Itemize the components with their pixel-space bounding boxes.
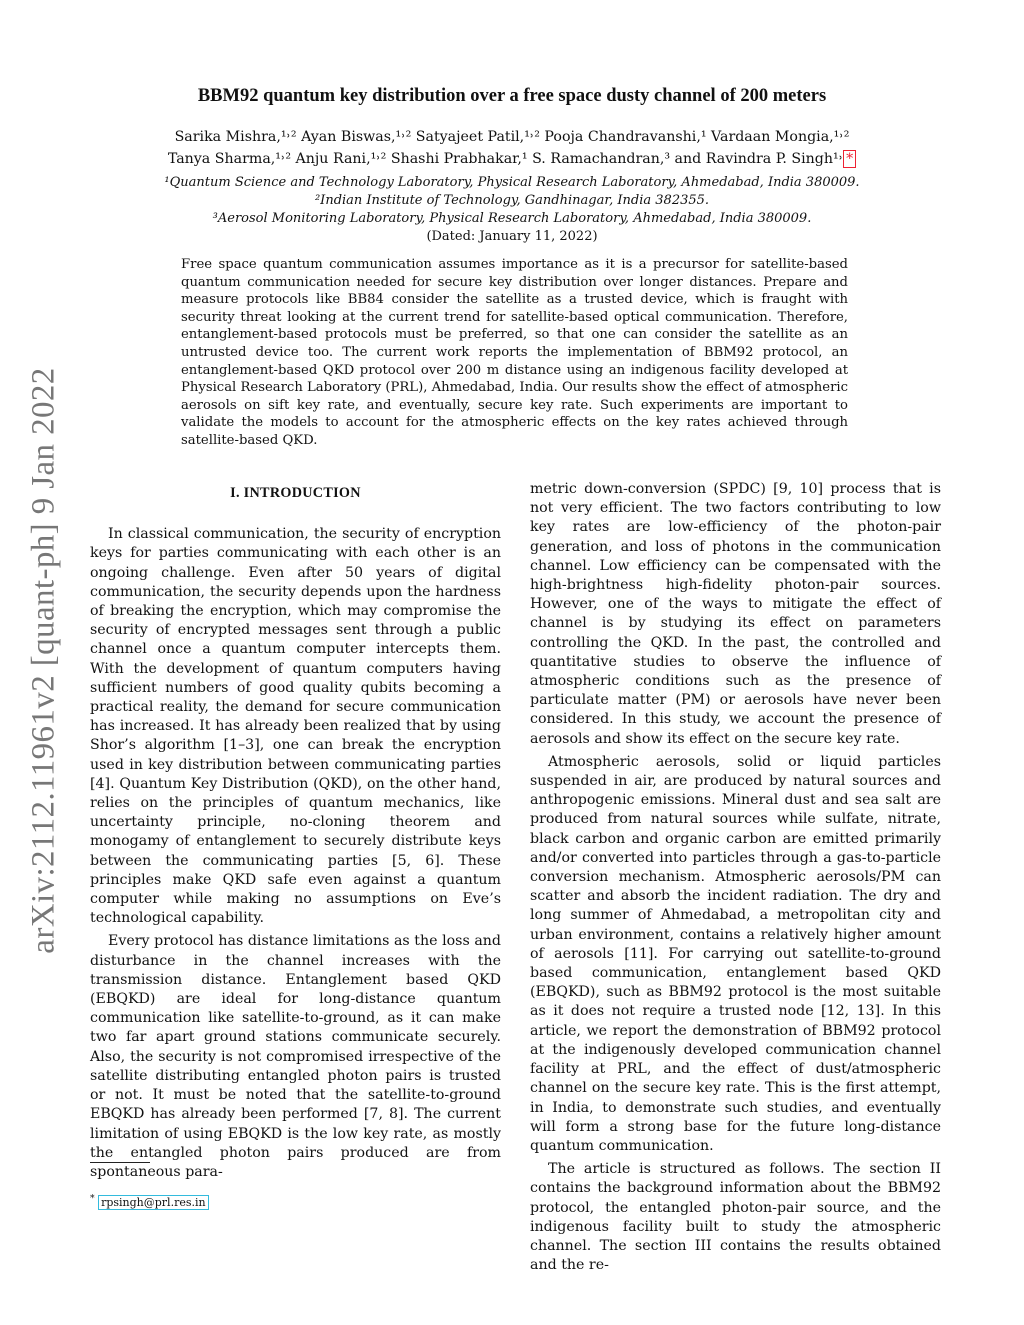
affiliation-1: ¹Quantum Science and Technology Laboratory, Physical Research Laboratory, Ahmedabad, India 380009. [164, 175, 860, 190]
left-column [90, 480, 501, 1186]
footnote-divider [90, 1162, 150, 1163]
author-list [120, 126, 904, 170]
authors-line-2-text: Tanya Sharma,¹˒² Anju Rani,¹˒² Shashi Prabhakar,¹ S. Ramachandran,³ and Ravindra P. Singh¹˒ [167, 151, 844, 167]
arxiv-sidebar-stamp [14, 350, 74, 970]
footnote [90, 1193, 209, 1209]
date-line: (Dated: January 11, 2022) [426, 229, 598, 244]
right-column [530, 480, 941, 1279]
affiliation-2: ²Indian Institute of Technology, Gandhinagar, India 382355. [314, 193, 710, 208]
authors-line-1: Sarika Mishra,¹˒² Ayan Biswas,¹˒² Satyajeet Patil,¹˒² Pooja Chandravanshi,¹ Vardaan Mongia,¹˒² [174, 129, 850, 145]
paragraph: Every protocol has distance limitations as the loss and disturbance in the channel increases with the transmission distance. Entanglement based QKD (EBQKD) are ideal for long-distance quantum communication like satellite-to-ground, as it can make two far apart ground stations communicate securely. Also, the security is not compromised irrespective of the satellite distributing entangled photon pairs is trusted or not. It must be noted that the satellite-to-ground EBQKD has already been performed [7, 8]. The current limitation of using EBQKD is the low key rate, as mostly the entangled photon pairs produced are from spontaneous para- [90, 933, 501, 1180]
paragraph: Atmospheric aerosols, solid or liquid particles suspended in air, are produced by natural sources and anthropogenic emissions. Mineral dust and sea salt are produced from natural sources while sulfate, nitrate, black carbon and organic carbon are emitted primarily and/or converted into particles through a gas-to-particle conversion mechanism. Atmospheric aerosols/PM can scatter and absorb the incident radiation. The dry and long summer of Ahmedabad, a metropolitan city and urban environment, contains a relatively higher amount of aerosols [11]. For carrying out satellite-to-ground based communication, entanglement based QKD (EBQKD), such as BBM92 protocol is the most suitable as it does not require a trusted node [12, 13]. In this article, we report the demonstration of BBM92 protocol at the indigenously developed communication channel facility at PRL, and the effect of dust/atmospheric channel on the secure key rate. This is the first attempt, in India, to demonstrate such studies, and eventually will form a strong base for the future long-distance quantum communication. [530, 753, 941, 1154]
arxiv-id-text: arXiv:2112.11961v2 [quant-ph] 9 Jan 2022 [25, 366, 62, 954]
footnote-mark: * [90, 1193, 95, 1204]
email-link[interactable]: rpsingh@prl.res.in [98, 1195, 209, 1210]
abstract: Free space quantum communication assumes importance as it is a precursor for satellite-based quantum communication needed for secure key distribution over longer distances. Prepare and measure protocols like BB84 consider the satellite as a trusted device, which is fraught with security threat looking at the current trend for satellite-based optical communication. Therefore, entanglement-based protocols must be preferred, so that one can consider the satellite as an untrusted device too. The current work reports the implementation of BBM92 protocol, an entanglement-based QKD protocol over 200 m distance using an indigenous facility developed at Physical Research Laboratory (PRL), Ahmedabad, India. Our results show the effect of atmospheric aerosols on sift key rate, and eventually, secure key rate. Such experiments are important to validate the models to account for the atmospheric effects on the key rates achieved through satellite-based QKD. [181, 257, 848, 448]
paper-title: BBM92 quantum key distribution over a free space dusty channel of 200 meters [197, 86, 827, 106]
affiliations [120, 174, 904, 246]
paragraph: In classical communication, the security of encryption keys for parties communicating with each other is an ongoing challenge. Even after 50 years of digital communication, the security depends upon the hardness of breaking the encryption, which may compromise the security of encrypted messages sent through a public channel once a quantum computer intercepts them. With the development of quantum computers having sufficient numbers of good quality qubits becoming a practical reality, the demand for secure communication has increased. It has already been realized that by using Shor’s algorithm [1–3], one can break the encryption used in key distribution between communicating parties [4]. Quantum Key Distribution (QKD), on the other hand, relies on the principles of quantum mechanics, like uncertainty principle, no-cloning theorem and monogamy of entanglement to securely distribute keys between the communicating parties [5, 6]. These principles make QKD safe even against a quantum computer while making no assumptions on Eve’s technological capability. [90, 526, 501, 927]
paragraph: The article is structured as follows. The section II contains the background information about the BBM92 protocol, the entangled photon-pair source, and the indigenous facility built to study the atmospheric channel. The section III contains the results obtained and the re- [530, 1161, 941, 1274]
paragraph: metric down-conversion (SPDC) [9, 10] process that is not very efficient. The two factors contributing to low key rates are low-efficiency of the photon-pair generation, and loss of photons in the communication channel. Low efficiency can be compensated with the high-brightness high-fidelity photon-pair sources. However, one of the ways to mitigate the effect of channel is by studying its effect on parameters controlling the QKD. In the past, the controlled and quantitative studies to observe the influence of atmospheric conditions such as the presence of particulate matter (PM) or aerosols have never been considered. In this study, we account the presence of aerosols and show its effect on the secure key rate. [530, 481, 941, 747]
section-heading-introduction: I. INTRODUCTION [230, 485, 361, 501]
authors-line-2 [120, 148, 904, 170]
affiliation-3: ³Aerosol Monitoring Laboratory, Physical Research Laboratory, Ahmedabad, India 380009. [212, 211, 812, 226]
corresponding-author-link[interactable]: * [843, 150, 856, 168]
